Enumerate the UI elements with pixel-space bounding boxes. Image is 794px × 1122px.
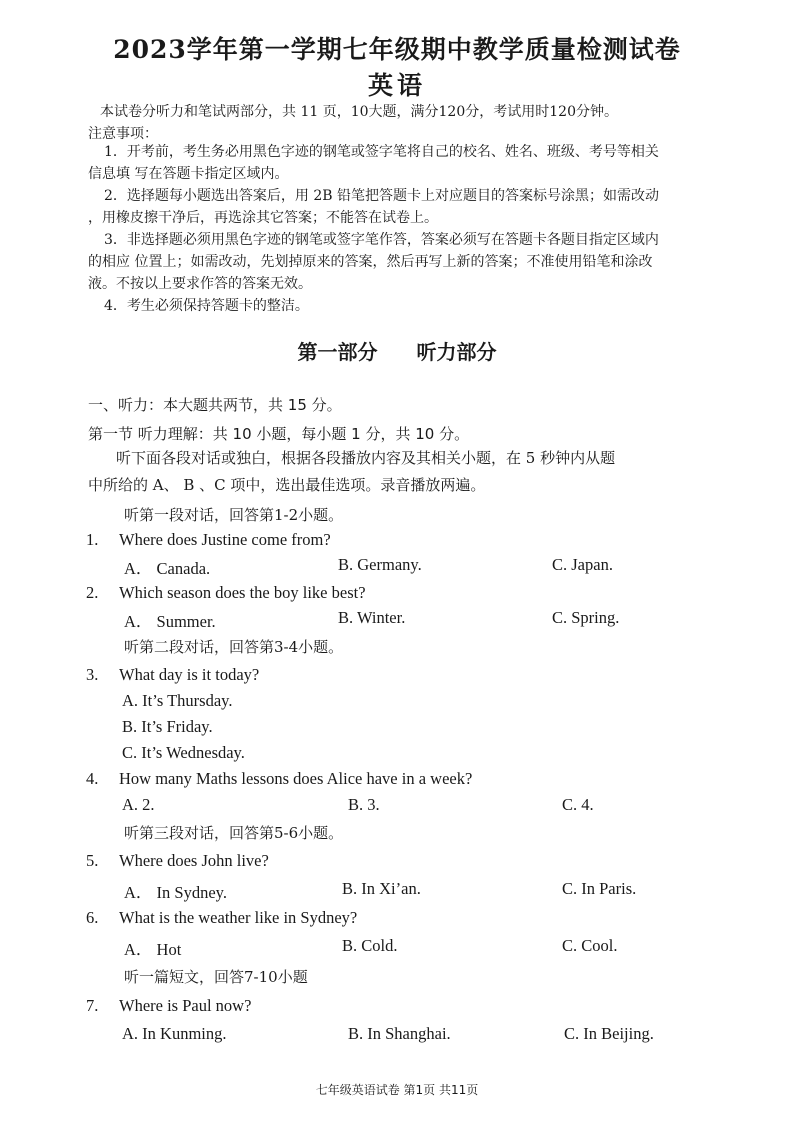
q4-option-c[interactable]: C. 4. — [562, 795, 594, 814]
notice-rule-1-line-2: 信息填 写在答题卡指定区域内。 — [88, 166, 289, 182]
question-4 — [86, 769, 472, 789]
section-jie-heading: 第一节 听力理解：共 10 小题，每小题 1 分，共 10 分。 — [88, 425, 470, 443]
q5-option-b[interactable]: B. In Xi’an. — [342, 879, 421, 898]
q2-option-a[interactable]: A． Summer. — [124, 612, 216, 631]
q1-option-c[interactable]: C. Japan. — [552, 555, 613, 574]
question-text: What day is it today? — [119, 665, 260, 684]
q7-option-b[interactable]: B. In Shanghai. — [348, 1024, 451, 1043]
exam-title: 2023学年第一学期七年级期中教学质量检测试卷 — [113, 35, 681, 64]
q3-option-a[interactable]: A. It’s Thursday. — [122, 691, 233, 710]
question-1 — [86, 530, 331, 550]
question-number: 4. — [86, 769, 99, 788]
question-7 — [86, 996, 251, 1016]
question-5 — [86, 851, 269, 871]
direction-line-2: 中所给的 A、 B 、C 项中，选出最佳选项。录音播放两遍。 — [88, 476, 486, 494]
listening-cue-4: 听一篇短文，回答7-10小题 — [124, 968, 308, 986]
question-text: What is the weather like in Sydney? — [119, 908, 358, 927]
q6-option-a[interactable]: A． Hot — [124, 940, 182, 959]
q7-option-a[interactable]: A. In Kunming. — [122, 1024, 227, 1043]
notice-rule-2 — [88, 185, 738, 229]
question-6 — [86, 908, 357, 928]
question-3 — [86, 665, 259, 685]
q2-option-c[interactable]: C. Spring. — [552, 608, 620, 627]
section-one-heading: 一、听力：本大题共两节，共 15 分。 — [88, 396, 342, 414]
question-number: 1. — [86, 530, 99, 549]
question-number: 7. — [86, 996, 99, 1015]
question-number: 2. — [86, 583, 99, 602]
q5-option-c[interactable]: C. In Paris. — [562, 879, 637, 898]
question-2 — [86, 583, 366, 603]
q4-option-b[interactable]: B. 3. — [348, 795, 380, 814]
direction-line-1: 听下面各段对话或独白，根据各段播放内容及其相关小题，在 5 秒钟内从题 — [116, 449, 616, 467]
notice-rule-3-line-1: 3．非选择题必须用黑色字迹的钢笔或签字笔作答，答案必须写在答题卡各题目指定区域内 — [104, 232, 659, 248]
question-number: 3. — [86, 665, 99, 684]
notice-rule-2-line-1: 2．选择题每小题选出答案后，用 2B 铅笔把答题卡上对应题目的答案标号涂黑；如需改动 — [104, 188, 660, 204]
question-text: Where does John live? — [119, 851, 269, 870]
notice-rule-4-line-1: 4．考生必须保持答题卡的整洁。 — [104, 298, 309, 314]
notice-rule-2-line-2: ，用橡皮擦干净后，再选涂其它答案；不能答在试卷上。 — [88, 210, 438, 226]
question-text: Which season does the boy like best? — [119, 583, 366, 602]
question-text: Where is Paul now? — [119, 996, 252, 1015]
listening-cue-3: 听第三段对话，回答第5-6小题。 — [124, 824, 344, 842]
q5-option-a[interactable]: A． In Sydney. — [124, 883, 227, 902]
notice-rule-4 — [88, 295, 738, 317]
listening-cue-2: 听第二段对话，回答第3-4小题。 — [124, 638, 344, 656]
notice-rule-3-line-2: 的相应 位置上；如需改动，先划掉原来的答案，然后再写上新的答案；不准使用铅笔和涂改 — [88, 254, 653, 270]
q6-option-b[interactable]: B. Cold. — [342, 936, 398, 955]
question-number: 6. — [86, 908, 99, 927]
listening-directions — [88, 445, 740, 499]
q7-option-c[interactable]: C. In Beijing. — [564, 1024, 654, 1043]
listening-cue-1: 听第一段对话，回答第1-2小题。 — [124, 506, 344, 524]
question-text: How many Maths lessons does Alice have in a week? — [119, 769, 473, 788]
part-one-title: 第一部分 听力部分 — [297, 340, 497, 364]
page-footer: 七年级英语试卷 第1页 共11页 — [315, 1083, 479, 1097]
notice-heading: 注意事项： — [88, 126, 158, 142]
subject-title: 英语 — [367, 71, 426, 100]
q2-option-b[interactable]: B. Winter. — [338, 608, 406, 627]
q4-option-a[interactable]: A. 2. — [122, 795, 155, 814]
exam-intro: 本试卷分听力和笔试两部分，共 11 页，10大题，满分120分，考试用时120分钟。 — [100, 104, 618, 120]
q3-option-c[interactable]: C. It’s Wednesday. — [122, 743, 245, 762]
notice-rule-3-line-3: 液。不按以上要求作答的答案无效。 — [88, 276, 312, 292]
q1-option-a[interactable]: A． Canada. — [124, 559, 211, 578]
q6-option-c[interactable]: C. Cool. — [562, 936, 618, 955]
question-text: Where does Justine come from? — [119, 530, 331, 549]
notice-rule-1-line-1: 1．开考前，考生务必用黑色字迹的钢笔或签字笔将自己的校名、姓名、班级、考号等相关 — [104, 144, 659, 160]
q3-option-b[interactable]: B. It’s Friday. — [122, 717, 213, 736]
notice-rule-1 — [88, 141, 738, 185]
notice-rule-3 — [88, 229, 738, 295]
question-number: 5. — [86, 851, 99, 870]
q1-option-b[interactable]: B. Germany. — [338, 555, 422, 574]
